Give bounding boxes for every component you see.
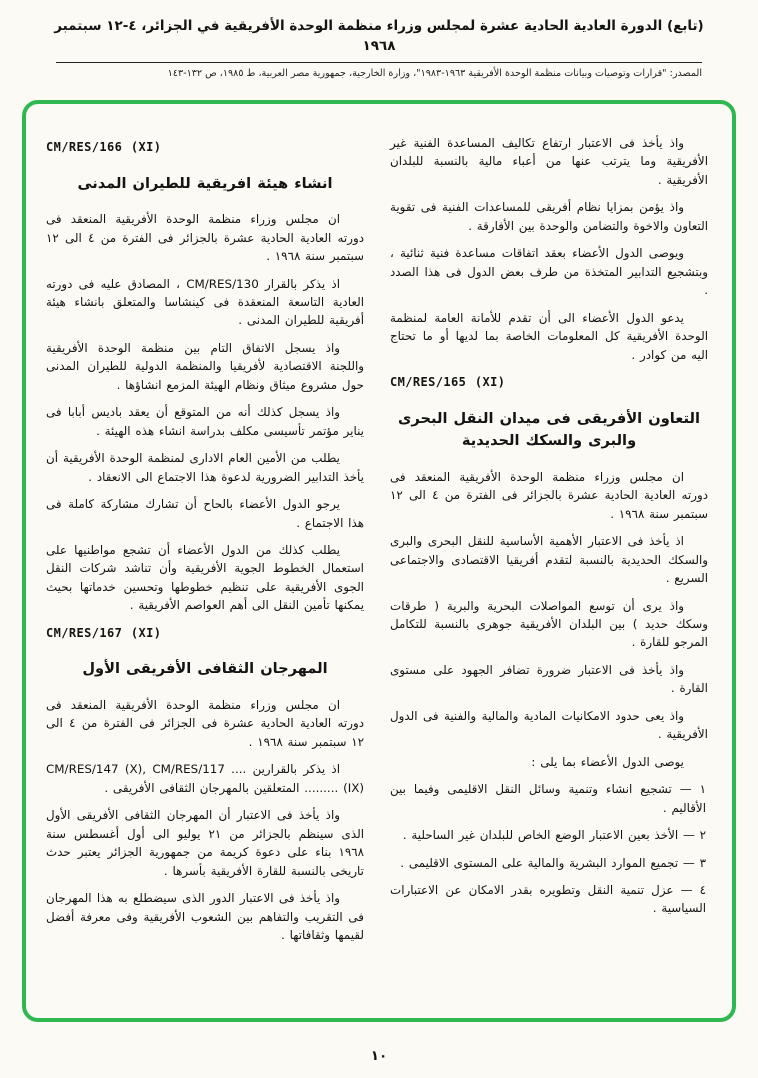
page-header — [0, 0, 758, 81]
session-title: (تابع) الدورة العادية الحادية عشرة لمجلس وزراء منظمة الوحدة الأفريقية في الجزائر، ٤-١٢ سبتمبر ١٩٦٨ — [54, 18, 704, 55]
source-citation: المصدر: "قرارات وتوصيات وبيانات منظمة الوحدة الأفريقية ١٩٦٣-١٩٨٣"، وزارة الخارجية، جمهورية مصر العربية، ط ١٩٨٥، ص ١٣٢-١٤٣ — [167, 67, 702, 79]
paragraph: يرجو الدول الأعضاء بالحاح أن تشارك مشاركة كاملة فى هذا الاجتماع . — [46, 497, 364, 530]
paragraph: ان مجلس وزراء منظمة الوحدة الأفريقية المنعقد فى دورته العادية الحادية عشرة فى الجزائر فى الفترة من ٤ الى ١٢ سبتمبر سنة ١٩٦٨ . — [46, 698, 364, 749]
paragraph: اذ يذكر بالقرار CM/RES/130 ، المصادق عليه فى دورته العادية التاسعة المنعقدة فى كينشاسا والمتعلق بانشاء هيئة أفريقية للطيران المدنى . — [46, 276, 364, 328]
paragraph: ويوصى الدول الأعضاء بعقد اتفاقات مساعدة فنية ثنائية ، وبتشجيع التدابير المتخذة من طرف بعض الدول فى هذا الصدد . — [390, 246, 708, 298]
resolution-code: CM/RES/167 (XI) — [46, 625, 162, 640]
resolution-code: CM/RES/165 (XI) — [390, 374, 506, 389]
paragraph: يدعو الدول الأعضاء الى أن تقدم للأمانة العامة لمنظمة الوحدة الأفريقية كل المعلومات الخاصة بما لديها أو ما تحتاج اليه من كوادر . — [390, 310, 708, 362]
paragraph: يطلب من الأمين العام الادارى لمنظمة الوحدة الأفريقية أن يأخذ التدابير الضرورية لدعوة هذا الاجتماع الى الانعقاد . — [46, 451, 364, 484]
right-column — [390, 134, 708, 1004]
resolution-title: المهرجان الثقافى الأفريقى الأول — [82, 660, 328, 678]
header-divider — [56, 62, 702, 63]
list-item: ٤ — عزل تنمية النقل وتطويره بقدر الامكان عن الاعتبارات السياسية . — [390, 882, 706, 916]
list-item: ٣ — تجميع الموارد البشرية والمالية على المستوى الاقليمى . — [400, 855, 706, 870]
paragraph: واذ يأخذ فى الاعتبار الدور الذى سيضطلع به هذا المهرجان فى التقريب والتفاهم بين الشعوب الأفريقية وفى معرفة أفضل لقيمها وثقافاتها . — [46, 891, 364, 942]
paragraph: واذ يسجل الاتفاق التام بين منظمة الوحدة الأفريقية واللجنة الاقتصادية لأفريقيا والمنظمة الدولية للطيران المدنى حول مشروع ميثاق ونظام الهيئة المزمع انشاؤها . — [46, 340, 364, 392]
paragraph: اذ يذكر بالقرارين .... CM/RES/147 (X), CM/RES/117 (IX) ......... المتعلقين بالمهرجان الثقافى الأفريقى . — [46, 762, 364, 795]
list-item: ١ — تشجيع انشاء وتنمية وسائل النقل الاقليمى وفيما بين الأقاليم . — [390, 782, 706, 815]
list-item: ٢ — الأخذ بعين الاعتبار الوضع الخاص للبلدان غير الساحلية . — [402, 828, 706, 843]
resolution-title: التعاون الأفريقى فى ميدان النقل البحرى والبرى والسكك الحديدية — [398, 409, 700, 450]
paragraph: واذ يأخذ فى الاعتبار ضرورة تضافر الجهود على مستوى القارة . — [390, 662, 708, 696]
paragraph: واذ يأخذ فى الاعتبار ارتفاع تكاليف المساعدة الفنية غير الأفريقية وما يترتب عنها من أعباء مالية بالنسبة للبلدان الأفريقية . — [390, 136, 708, 187]
paragraph: واذ يسجل كذلك أنه من المتوقع أن يعقد باديس أبابا فى يناير مؤتمر تأسيسى مكلف بدراسة انشاء هذه الهيئة . — [46, 405, 364, 438]
left-column — [46, 134, 364, 1004]
paragraph: واذ يعى حدود الامكانيات المادية والمالية والفنية فى الدول الأفريقية . — [390, 708, 708, 742]
paragraph: يطلب كذلك من الدول الأعضاء أن تشجع مواطنيها على استعمال الخطوط الجوية الأفريقية وأن تناشد شركات النقل الجوى الأفريقية على تنظيم خطوطها وتحسين خدماتها بحيث يمكنها تأمين النقل الى أهم العواصم الأفريقية . — [46, 543, 364, 613]
green-content-border — [22, 100, 736, 1022]
paragraph: واذ يؤمن بمزايا نظام أفريقى للمساعدات الفنية فى تقوية التعاون والاخوة والتضامن والوحدة بين الأفارقة . — [390, 200, 708, 233]
paragraph: ان مجلس وزراء منظمة الوحدة الأفريقية المنعقد فى دورته العادية الحادية عشرة بالجزائر فى الفترة من ٤ الى ١٢ سبتمبر سنة ١٩٦٨ . — [46, 212, 364, 264]
paragraph: واذ يرى أن توسع المواصلات البحرية والبرية ( طرقات وسكك حديد ) بين البلدان الأفريقية جوهرى بالنسبة للتكامل المرجو للقارة . — [390, 598, 708, 650]
paragraph: اذ يأخذ فى الاعتبار الأهمية الأساسية للنقل البحرى والبرى والسكك الحديدية بالنسبة لتقدم أفريقيا الاقتصادى والاجتماعى السريع . — [390, 534, 708, 586]
paragraph: ان مجلس وزراء منظمة الوحدة الأفريقية المنعقد فى دورته العادية الحادية عشرة بالجزائر فى الفترة من ٤ الى ١٢ سبتمبر سنة ١٩٦٨ . — [390, 469, 708, 521]
resolution-title: انشاء هيئة افريقية للطيران المدنى — [77, 174, 333, 192]
two-column-layout — [46, 134, 708, 1004]
paragraph: واذ يأخذ فى الاعتبار أن المهرجان الثقافى الأفريقى الأول الذى سينظم بالجزائر من ٢١ يوليو الى أول أغسطس سنة ١٩٦٨ بناء على دعوة كريمة من جمهورية الجزائر يعتبر حدث تاريخى بالنسبة للقارة الأفريقية بأسرها . — [46, 808, 364, 878]
page-number: ١٠ — [370, 1048, 388, 1064]
resolution-code: CM/RES/166 (XI) — [46, 140, 162, 154]
paragraph: يوصى الدول الأعضاء بما يلى : — [531, 754, 684, 769]
